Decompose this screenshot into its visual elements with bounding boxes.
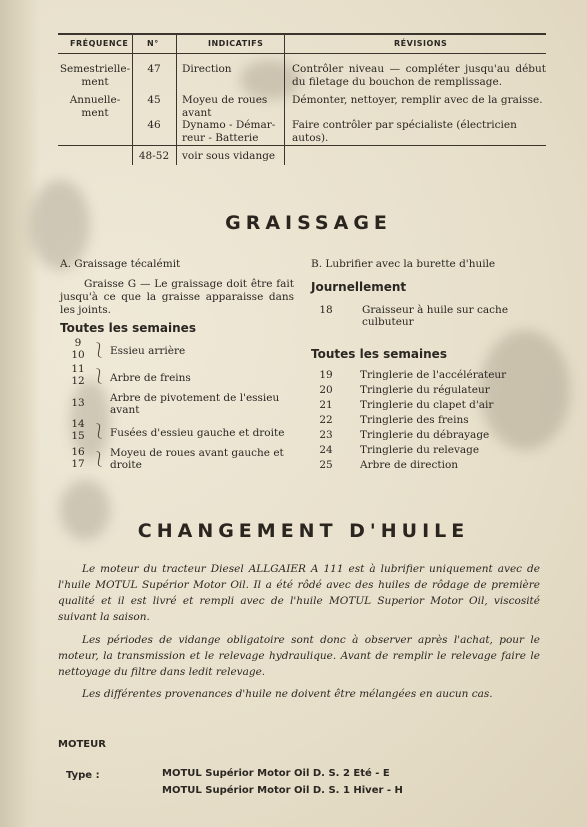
grease-point-number: 11 12 xyxy=(71,363,85,387)
stain xyxy=(480,330,570,450)
oil-paragraph: Les périodes de vidange obligatoire sont donc à observer après l'achat, pour le moteur, la transmission et le relevage hydraulique. Avant de remplir le relevage faire le nettoyage du filtre dans ledit relevage. xyxy=(58,634,540,678)
graissage-weekly-heading-left: Toutes les semaines xyxy=(60,321,196,335)
table-cell-revision: Faire contrôler par spécialiste (électricien autos). xyxy=(292,119,517,144)
oil-paragraph: Les différentes provenances d'huile ne doivent être mélangées en aucun cas. xyxy=(82,688,493,700)
brace-mark: ⎱ xyxy=(92,343,106,359)
table-cell-numero: 48-52 xyxy=(138,150,170,162)
oil-point-label: Tringlerie des freins xyxy=(360,414,469,426)
table-column-divider xyxy=(176,33,177,165)
table-header-numero: N° xyxy=(147,39,159,48)
graissage-a-heading: A. Graissage técalémit xyxy=(60,258,181,270)
table-cell-numero: 46 xyxy=(147,119,161,131)
brace-mark: ⎱ xyxy=(92,424,106,440)
grease-point-label: Fusées d'essieu gauche et droite xyxy=(110,427,285,439)
table-header-indicatifs: INDICATIFS xyxy=(208,39,264,48)
brace-mark: ⎱ xyxy=(92,369,106,385)
grease-point-label: Essieu arrière xyxy=(110,345,186,357)
oil-point-number: 25 xyxy=(319,459,333,471)
grease-point-number: 13 xyxy=(71,397,85,409)
oil-point-label: Tringlerie du régulateur xyxy=(360,384,490,396)
oil-point-number: 21 xyxy=(319,399,333,411)
grease-point-number: 16 17 xyxy=(71,446,85,470)
grease-point-label: Arbre de pivotement de l'essieu avant xyxy=(110,392,280,416)
oil-spec: MOTUL Supérior Motor Oil D. S. 2 Eté - E xyxy=(162,768,390,779)
grease-point-number: 9 10 xyxy=(71,337,85,361)
page-binding-edge xyxy=(0,0,40,827)
grease-point-label: Arbre de freins xyxy=(110,372,191,384)
grease-point-label: Moyeu de roues avant gauche et droite xyxy=(110,447,284,471)
oil-point-label: Tringlerie du débrayage xyxy=(360,429,490,441)
table-cell-revision: Contrôler niveau — compléter jusqu'au début du filetage du bouchon de remplissage. xyxy=(292,63,546,88)
oil-point-label: Tringlerie du clapet d'air xyxy=(360,399,494,411)
table-cell-indicatif: Moyeu de roues avant xyxy=(182,94,268,119)
table-column-divider xyxy=(284,33,285,165)
table-cell-frequence: Semestrielle- ment xyxy=(59,63,131,88)
graissage-b-heading: B. Lubrifier avec la burette d'huile xyxy=(311,258,496,270)
oil-point-label: Arbre de direction xyxy=(360,459,459,471)
section-title-graissage: GRAISSAGE xyxy=(225,212,392,234)
table-cell-indicatif: voir sous vidange xyxy=(182,150,276,162)
oil-point-label: Tringlerie du relevage xyxy=(360,444,480,456)
table-cell-numero: 45 xyxy=(147,94,161,106)
table-header-frequence: FRÉQUENCE xyxy=(70,39,129,48)
oil-point-label: Tringlerie de l'accélérateur xyxy=(360,369,507,381)
oil-point-label: Graisseur à huile sur cache culbuteur xyxy=(362,304,509,328)
oil-spec: MOTUL Supérior Motor Oil D. S. 1 Hiver - H xyxy=(162,785,403,796)
oil-point-number: 22 xyxy=(319,414,333,426)
graissage-intro: Graisse G — Le graissage doit être fait jusqu'à ce que la graisse apparaisse dans les joints. xyxy=(60,278,294,316)
graissage-weekly-heading-right: Toutes les semaines xyxy=(311,347,447,361)
oil-point-number: 24 xyxy=(319,444,333,456)
moteur-label: MOTEUR xyxy=(58,739,106,750)
section-title-changement-huile: CHANGEMENT D'HUILE xyxy=(137,520,470,542)
brace-mark: ⎱ xyxy=(92,452,106,468)
oil-point-number: 19 xyxy=(319,369,333,381)
graissage-daily-heading: Journellement xyxy=(311,280,407,294)
oil-paragraph: Le moteur du tracteur Diesel ALLGAIER A 111 est à lubrifier uniquement avec de l'huile MOTUL Supérior Motor Oil. Il a été rôdé avec des huiles de rôdage de première qualité et il est livré et rempli avec de l'huile MOTUL Superior Motor Oil, viscosité suivant la saison. xyxy=(58,563,540,623)
grease-point-number: 14 15 xyxy=(71,418,85,442)
type-label: Type : xyxy=(66,770,100,781)
table-header-revisions: RÉVISIONS xyxy=(394,39,448,48)
oil-point-number: 18 xyxy=(319,304,333,316)
table-cell-indicatif: Dynamo - Démar- reur - Batterie xyxy=(182,119,276,144)
table-cell-revision: Démonter, nettoyer, remplir avec de la graisse. xyxy=(292,94,543,106)
table-cell-indicatif: Direction xyxy=(182,63,232,75)
oil-point-number: 23 xyxy=(319,429,333,441)
oil-point-number: 20 xyxy=(319,384,333,396)
table-cell-numero: 47 xyxy=(147,63,161,75)
table-cell-frequence: Annuelle- ment xyxy=(69,94,121,119)
